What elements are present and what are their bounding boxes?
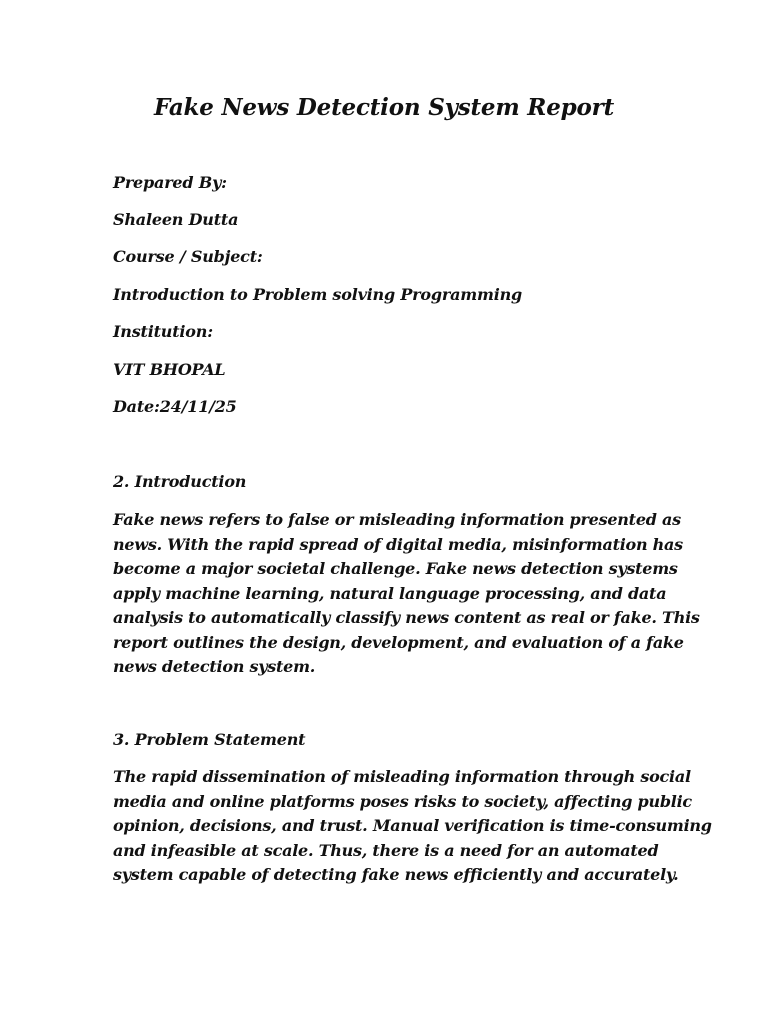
problem-statement-line: media and online platforms poses risks to society, affecting public	[113, 791, 692, 811]
prepared-by-label: Prepared By:	[113, 173, 227, 192]
course-value: Introduction to Problem solving Programming	[113, 285, 523, 304]
introduction-line: become a major societal challenge. Fake news detection systems	[113, 559, 678, 578]
problem-statement-heading: 3. Problem Statement	[113, 730, 306, 749]
problem-statement-paragraph	[113, 765, 712, 888]
introduction-line: report outlines the design, development, and evaluation of a fake	[113, 632, 684, 652]
course-label: Course / Subject:	[113, 247, 263, 266]
introduction-line: Fake news refers to false or misleading information presented as	[113, 510, 681, 529]
introduction-paragraph	[113, 508, 700, 680]
problem-statement-line: opinion, decisions, and trust. Manual verification is time-consuming	[113, 816, 712, 835]
introduction-heading: 2. Introduction	[113, 472, 247, 491]
introduction-line: news. With the rapid spread of digital media, misinformation has	[113, 534, 683, 554]
problem-statement-line: and infeasible at scale. Thus, there is a need for an automated	[113, 840, 659, 860]
introduction-line: apply machine learning, natural language processing, and data	[113, 583, 667, 603]
introduction-line: analysis to automatically classify news content as real or fake. This	[113, 608, 700, 627]
problem-statement-line: The rapid dissemination of misleading information through social	[113, 767, 691, 786]
introduction-line: news detection system.	[113, 657, 316, 676]
document-title: Fake News Detection System Report	[153, 94, 615, 121]
institution-value: VIT BHOPAL	[113, 360, 226, 379]
date-line: Date:24/11/25	[113, 397, 237, 416]
prepared-by-value: Shaleen Dutta	[113, 210, 239, 229]
institution-label: Institution:	[113, 322, 213, 341]
problem-statement-line: system capable of detecting fake news efficiently and accurately.	[113, 865, 679, 884]
